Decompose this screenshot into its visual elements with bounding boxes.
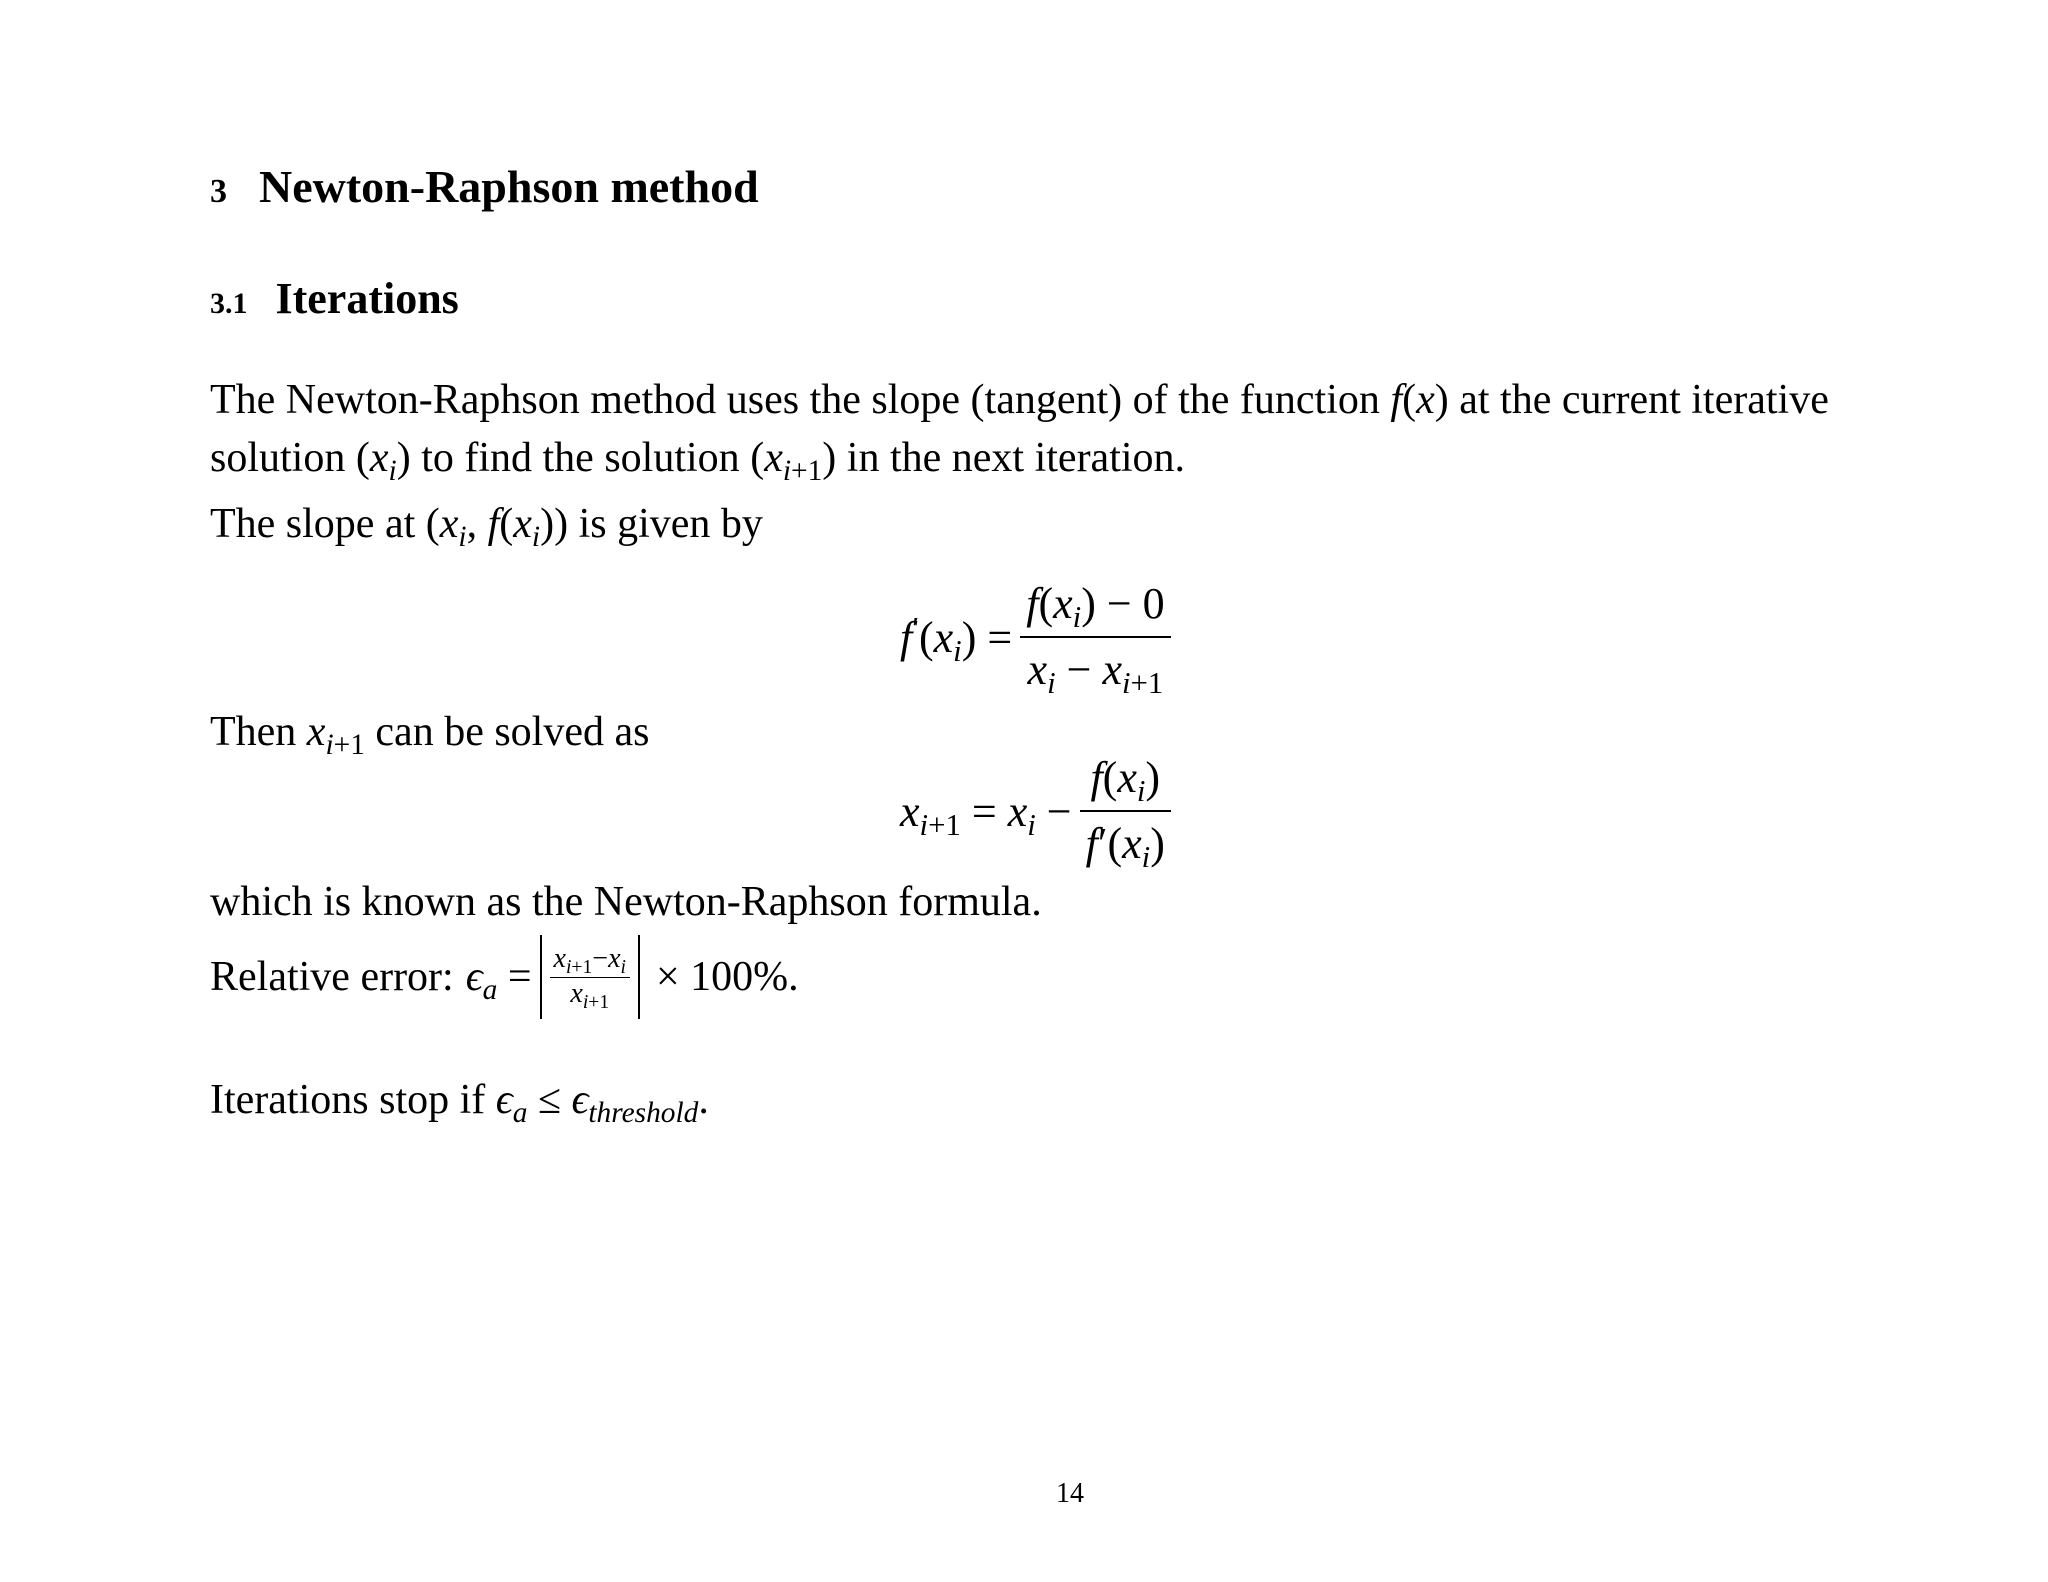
text: to find the solution xyxy=(421,435,740,481)
math-inline: $\epsilon_a \le \epsilon_{threshold}$ xyxy=(495,1077,699,1129)
text: can be solved as xyxy=(375,709,650,755)
fraction: $\frac{f(x_i) - 0}{x_i - x_{i+1}}$ xyxy=(1020,578,1170,696)
fraction: $\frac{f(x_i)}{f'(x_i)}$ xyxy=(1080,752,1171,870)
equation-newton-raphson: $x_{i+1} = x_i$ − $\frac{f(x_i)}{f'(x_i)}$ xyxy=(900,752,1179,870)
text: solution xyxy=(210,435,346,481)
fraction: $\frac{x_{i+1}-x_i}{x_{i+1}}$ xyxy=(550,943,630,1012)
section-number: 3 xyxy=(210,173,227,210)
equation-derivative: $f'(x_i)$ = $\frac{f(x_i) - 0}{x_i - x_{i+1}}$ xyxy=(900,578,1179,696)
math-inline: (x) xyxy=(1402,377,1449,423)
section-heading xyxy=(210,160,759,213)
math-inline: $(x_{i+1})$ xyxy=(750,435,837,487)
page-number: 14 xyxy=(1056,1478,1084,1509)
paragraph-line xyxy=(210,432,1186,487)
paragraph-line xyxy=(210,1074,709,1129)
text: The Newton-Raphson method uses the slope (tangent) of the function xyxy=(210,377,1380,423)
subsection-number: 3.1 xyxy=(210,287,248,320)
text: Relative error: xyxy=(210,954,454,1000)
text: Iterations stop if xyxy=(210,1077,486,1123)
math-inline: $(x_i)$ xyxy=(355,435,411,487)
section-title: Newton-Raphson method xyxy=(259,161,759,212)
math-inline: $\epsilon_a$ = xyxy=(465,954,532,1006)
text: in the next iteration. xyxy=(846,435,1186,481)
paragraph-line xyxy=(210,498,763,553)
absolute-value-bar xyxy=(540,935,542,1019)
subsection-heading xyxy=(210,273,459,324)
paragraph-line xyxy=(210,876,1042,928)
paragraph-line xyxy=(210,374,1829,426)
math-inline: x xyxy=(306,709,326,755)
paragraph-line: Then $x_{i+1}$ can be solved as xyxy=(210,709,650,761)
subsection-title: Iterations xyxy=(275,274,459,323)
relative-error-line xyxy=(210,935,799,1019)
text: . xyxy=(698,1077,709,1123)
math-inline: f xyxy=(1390,377,1403,423)
text: Then xyxy=(210,709,297,755)
absolute-value-bar xyxy=(638,935,640,1019)
text: is given by xyxy=(578,501,763,547)
math-inline: ($x_i$, $f(x_i)$) xyxy=(425,501,569,553)
text: which is known as the Newton-Raphson formula. xyxy=(210,879,1042,925)
text: The slope at xyxy=(210,501,416,547)
text: at the current iterative xyxy=(1459,377,1829,423)
text: × 100%. xyxy=(655,954,799,1000)
